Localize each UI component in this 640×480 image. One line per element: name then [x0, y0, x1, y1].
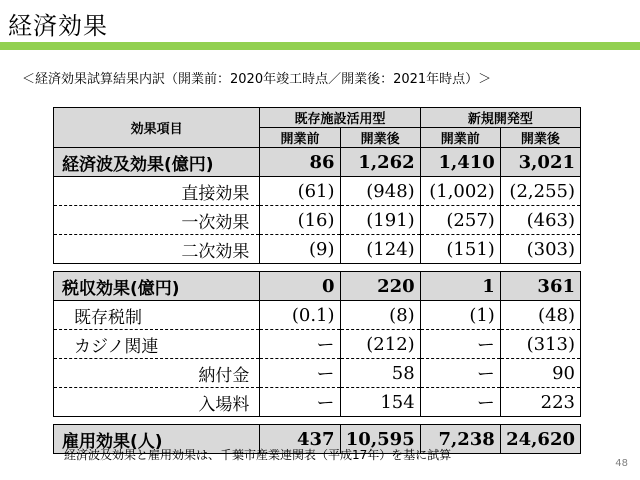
header-sub-before: 開業前 — [420, 128, 500, 148]
table-row-tax-revenue — [54, 272, 581, 301]
table-row-admission — [54, 388, 581, 417]
cell-value: 7,238 — [420, 425, 500, 454]
header-sub-after: 開業後 — [340, 128, 420, 148]
cell-value: ー — [420, 330, 500, 359]
cell-value: 154 — [340, 388, 420, 417]
cell-value: (191) — [340, 206, 420, 235]
row-label: 既存税制 — [54, 301, 260, 330]
title-underline-bar — [0, 42, 640, 50]
table-row-casino — [54, 330, 581, 359]
row-label: 税収効果(億円) — [54, 272, 260, 301]
row-label: 経済波及効果(億円) — [54, 148, 260, 177]
table-row-secondary — [54, 235, 581, 264]
cell-value: 220 — [340, 272, 420, 301]
cell-value: ー — [420, 388, 500, 417]
table-row-economic-ripple — [54, 148, 581, 177]
cell-value: 361 — [500, 272, 580, 301]
row-label: 雇用効果(人) — [54, 425, 260, 454]
cell-value: (948) — [340, 177, 420, 206]
cell-value: ー — [260, 388, 340, 417]
header-sub-after: 開業後 — [500, 128, 580, 148]
page-title: 経済効果 — [8, 12, 108, 40]
cell-value: 1,410 — [420, 148, 500, 177]
table-subtitle: ＜経済効果試算結果内訳（開業前：2020年竣工時点／開業後：2021年時点）＞ — [22, 72, 492, 87]
cell-value: (2,255) — [500, 177, 580, 206]
cell-value: ー — [420, 359, 500, 388]
table-row-primary — [54, 206, 581, 235]
row-label: 一次効果 — [54, 206, 260, 235]
cell-value: (1,002) — [420, 177, 500, 206]
table-row-direct — [54, 177, 581, 206]
cell-value: 86 — [260, 148, 340, 177]
footnote: 経済波及効果と雇用効果は、千葉市産業連関表（平成17年）を基に試算 — [64, 448, 452, 462]
row-label: カジノ関連 — [54, 330, 260, 359]
cell-value: (9) — [260, 235, 340, 264]
cell-value: 1,262 — [340, 148, 420, 177]
cell-value: (61) — [260, 177, 340, 206]
cell-value: 24,620 — [500, 425, 580, 454]
cell-value: ー — [260, 359, 340, 388]
header-item-label: 効果項目 — [54, 108, 260, 148]
header-group-new: 新規開発型 — [420, 108, 580, 128]
cell-value: 58 — [340, 359, 420, 388]
cell-value: (212) — [340, 330, 420, 359]
header-group-existing: 既存施設活用型 — [260, 108, 420, 128]
row-label: 二次効果 — [54, 235, 260, 264]
cell-value: (303) — [500, 235, 580, 264]
cell-value: (16) — [260, 206, 340, 235]
cell-value: (151) — [420, 235, 500, 264]
cell-value: (8) — [340, 301, 420, 330]
cell-value: 3,021 — [500, 148, 580, 177]
row-label: 入場料 — [54, 388, 260, 417]
cell-value: 90 — [500, 359, 580, 388]
row-label: 直接効果 — [54, 177, 260, 206]
cell-value: (124) — [340, 235, 420, 264]
cell-value: (463) — [500, 206, 580, 235]
cell-value: (0.1) — [260, 301, 340, 330]
cell-value: 0 — [260, 272, 340, 301]
cell-value: (313) — [500, 330, 580, 359]
cell-value: (257) — [420, 206, 500, 235]
row-label: 納付金 — [54, 359, 260, 388]
cell-value: 437 — [260, 425, 340, 454]
header-sub-before: 開業前 — [260, 128, 340, 148]
economic-effects-table — [53, 107, 581, 454]
table-row-payment — [54, 359, 581, 388]
cell-value: ー — [260, 330, 340, 359]
page-number: 48 — [615, 458, 628, 469]
cell-value: (1) — [420, 301, 500, 330]
cell-value: 223 — [500, 388, 580, 417]
cell-value: 10,595 — [340, 425, 420, 454]
cell-value: (48) — [500, 301, 580, 330]
cell-value: 1 — [420, 272, 500, 301]
table-row-existing-tax — [54, 301, 581, 330]
